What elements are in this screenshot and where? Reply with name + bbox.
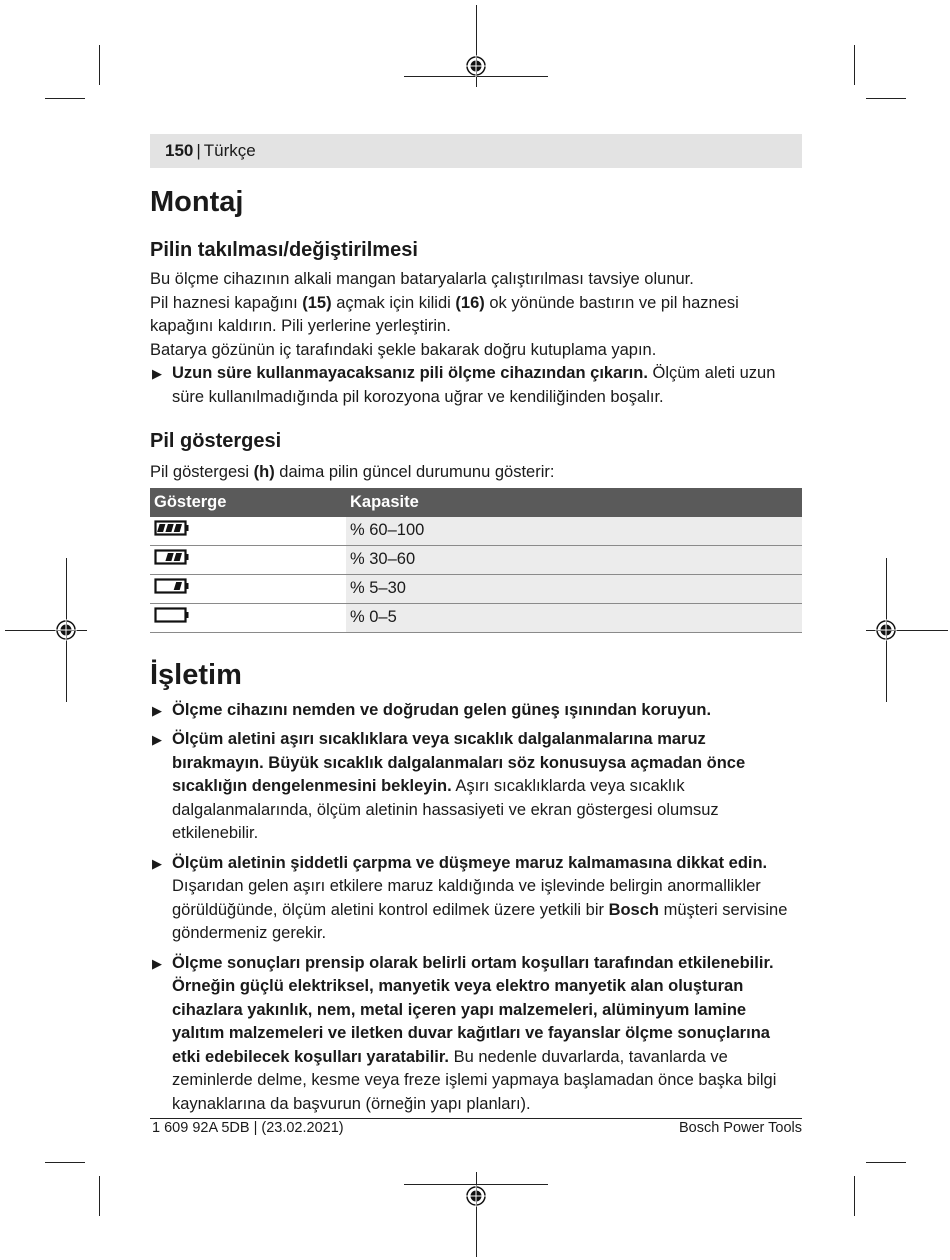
battery-empty-icon: [154, 606, 190, 624]
table-row: [150, 517, 802, 546]
battery-one-third-icon: [154, 577, 190, 595]
indicator-cell: [150, 517, 346, 546]
section-title-montaj: Montaj: [150, 186, 244, 218]
battery-two-thirds-icon: [154, 548, 190, 566]
footer-rule: [150, 1118, 802, 1119]
battery-level-bar: [165, 524, 173, 532]
bullet-marker: ▶: [152, 855, 162, 871]
paragraph: Batarya gözünün iç tarafındaki şekle bakarak doğru kutuplama yapın.: [150, 340, 657, 359]
bullet-marker: ▶: [152, 955, 162, 971]
header-language: Türkçe: [203, 141, 256, 160]
subsection-title-battery-change: Pilin takılması/değiştirilmesi: [150, 239, 418, 261]
table-row: [150, 545, 802, 574]
battery-level-bar: [174, 582, 182, 590]
footer-doc-id: 1 609 92A 5DB | (23.02.2021): [152, 1120, 344, 1136]
crop-mark: [45, 98, 85, 99]
indicator-cell: [150, 574, 346, 603]
registration-mark-icon: [465, 55, 487, 77]
paragraph: Pil haznesi kapağını (15) açmak için kilidi (16) ok yönünde bastırın ve pil haznesi kapağını kaldırın. Pili yerlerine yerleştirin.: [150, 293, 739, 335]
paragraph: Bu ölçme cihazının alkali mangan bataryalarla çalıştırılması tavsiye olunur.: [150, 270, 694, 288]
battery-full-icon: [154, 519, 190, 537]
capacity-cell: % 5–30: [346, 574, 802, 603]
table-header-row: [150, 488, 802, 517]
crop-mark: [99, 45, 100, 85]
list-item: ▶ Ölçme cihazını nemden ve doğrudan gelen güneş ışınından koruyun.: [150, 699, 802, 723]
registration-mark-icon: [55, 619, 77, 641]
crop-mark: [854, 1176, 855, 1216]
registration-mark-icon: [465, 1185, 487, 1207]
indicator-cell: [150, 545, 346, 574]
bullet-marker: ▶: [152, 366, 162, 381]
crop-mark: [866, 98, 906, 99]
page-content: [150, 182, 802, 1116]
battery-level-bar: [157, 524, 165, 532]
warning-bullet: ▶ Uzun süre kullanmayacaksanız pili ölçme cihazından çıkarın. Ölçüm aleti uzun süre kullanılmadığında pil korozyona uğrar ve kendiliğinden boşalır.: [152, 364, 776, 406]
subsection-title-battery-indicator: Pil göstergesi: [150, 430, 282, 452]
table-row: [150, 603, 802, 632]
section-title-isletim: İşletim: [150, 658, 242, 691]
battery-level-bar: [174, 524, 182, 532]
crop-mark: [45, 1162, 85, 1163]
list-item: ▶ Ölçüm aletini aşırı sıcaklıklara veya sıcaklık dalgalanmalarına maruz bırakmayın. Büyük sıcaklık dalgalanmaları söz konusuysa açmadan önce sıcaklığın dengelenmesini bekleyin. Aşırı sıcaklıklarda veya sıcaklık dalgalanmalarında, ölçüm aletinin hassasiyeti ve ekran göstergesi olumsuz etkilenebilir.: [152, 730, 746, 842]
battery-level-bar: [165, 553, 173, 561]
list-item: ▶ Ölçme sonuçları prensip olarak belirli ortam koşulları tarafından etkilenebilir. Örneğin güçlü elektriksel, manyetik veya elektro manyetik alan oluşturan cihazlara yakınlık, nem, metal içeren yapı malzemeleri, alüminyum lamine yalıtım malzemeleri ve iletken duvar kağıtları ve fayanslar ölçme sonuçlarına etki edebilecek koşulları yaratabilir. Bu nedenle duvarlarda, tavanlarda ve zeminlerde delme, kesme veya freze işlemi yapmaya başlamadan önce başka bilgi kaynaklarına da başvurun (örneğin yapı planları).: [152, 953, 777, 1113]
battery-indicator-table: [150, 488, 802, 633]
capacity-cell: % 0–5: [346, 603, 802, 632]
crop-mark: [99, 1176, 100, 1216]
capacity-cell: % 30–60: [346, 545, 802, 574]
table-row: [150, 574, 802, 603]
registration-mark-icon: [875, 619, 897, 641]
column-header: Kapasite: [346, 488, 802, 517]
crop-mark: [854, 45, 855, 85]
footer-brand: Bosch Power Tools: [678, 1120, 802, 1136]
bullet-marker: ▶: [152, 702, 162, 718]
capacity-cell: % 60–100: [346, 517, 802, 546]
page-header: 150 | Türkçe: [150, 134, 802, 168]
crop-mark: [866, 1162, 906, 1163]
list-item: ▶ Ölçüm aletinin şiddetli çarpma ve düşmeye maruz kalmamasına dikkat edin. Dışarıdan gelen aşırı etkilere maruz kaldığında ve işlevinde belirgin anormallikler görüldüğünde, ölçüm aletini kontrol edilmek üzere yetkili bir Bosch müşteri servisine göndermeniz gerekir.: [152, 853, 788, 942]
paragraph: Pil göstergesi (h) daima pilin güncel durumunu gösterir:: [150, 463, 555, 481]
bullet-marker: ▶: [152, 732, 162, 747]
column-header: Gösterge: [150, 488, 346, 517]
battery-level-bar: [174, 553, 182, 561]
indicator-cell: [150, 603, 346, 632]
page-number: 150: [165, 141, 194, 160]
